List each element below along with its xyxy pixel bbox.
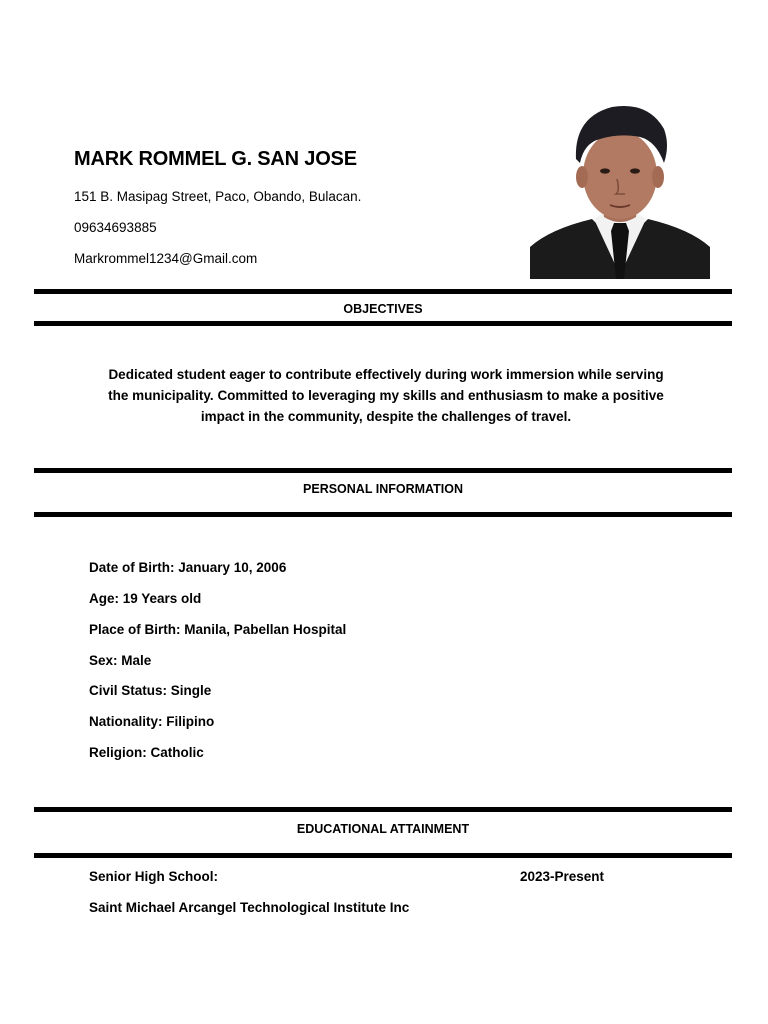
objective-line: the municipality. Committed to leveraging my skills and enthusiasm to make a positive [108,388,664,403]
section-divider-top [34,289,732,294]
sex: Sex: Male [89,653,152,668]
objective-line: Dedicated student eager to contribute effectively during work immersion while serving [108,367,664,382]
section-divider-top [34,807,732,812]
profile-photo [530,97,710,279]
religion: Religion: Catholic [89,745,204,760]
section-divider-bottom [34,853,732,858]
objectives-heading: OBJECTIVES [343,302,423,316]
education-level: Senior High School: [89,869,219,884]
address-text: 151 B. Masipag Street, Paco, Obando, Bulacan. [74,189,362,204]
objective-paragraph [108,364,664,427]
education-years: 2023-Present [520,869,605,884]
date-of-birth: Date of Birth: January 10, 2006 [89,560,287,575]
nationality: Nationality: Filipino [89,714,215,729]
personal-information-heading: PERSONAL INFORMATION [303,482,463,496]
section-divider-top [34,468,732,473]
applicant-name: MARK ROMMEL G. SAN JOSE [74,148,357,170]
place-of-birth: Place of Birth: Manila, Pabellan Hospital [89,622,347,637]
civil-status: Civil Status: Single [89,683,212,698]
educational-attainment-heading: EDUCATIONAL ATTAINMENT [296,822,470,836]
section-divider-bottom [34,321,732,326]
age: Age: 19 Years old [89,591,202,606]
section-divider-bottom [34,512,732,517]
objective-line: impact in the community, despite the challenges of travel. [200,409,572,424]
email-text: Markrommel1234@Gmail.com [74,251,258,266]
school-name: Saint Michael Arcangel Technological Institute Inc [89,900,410,915]
phone-text: 09634693885 [74,220,157,235]
